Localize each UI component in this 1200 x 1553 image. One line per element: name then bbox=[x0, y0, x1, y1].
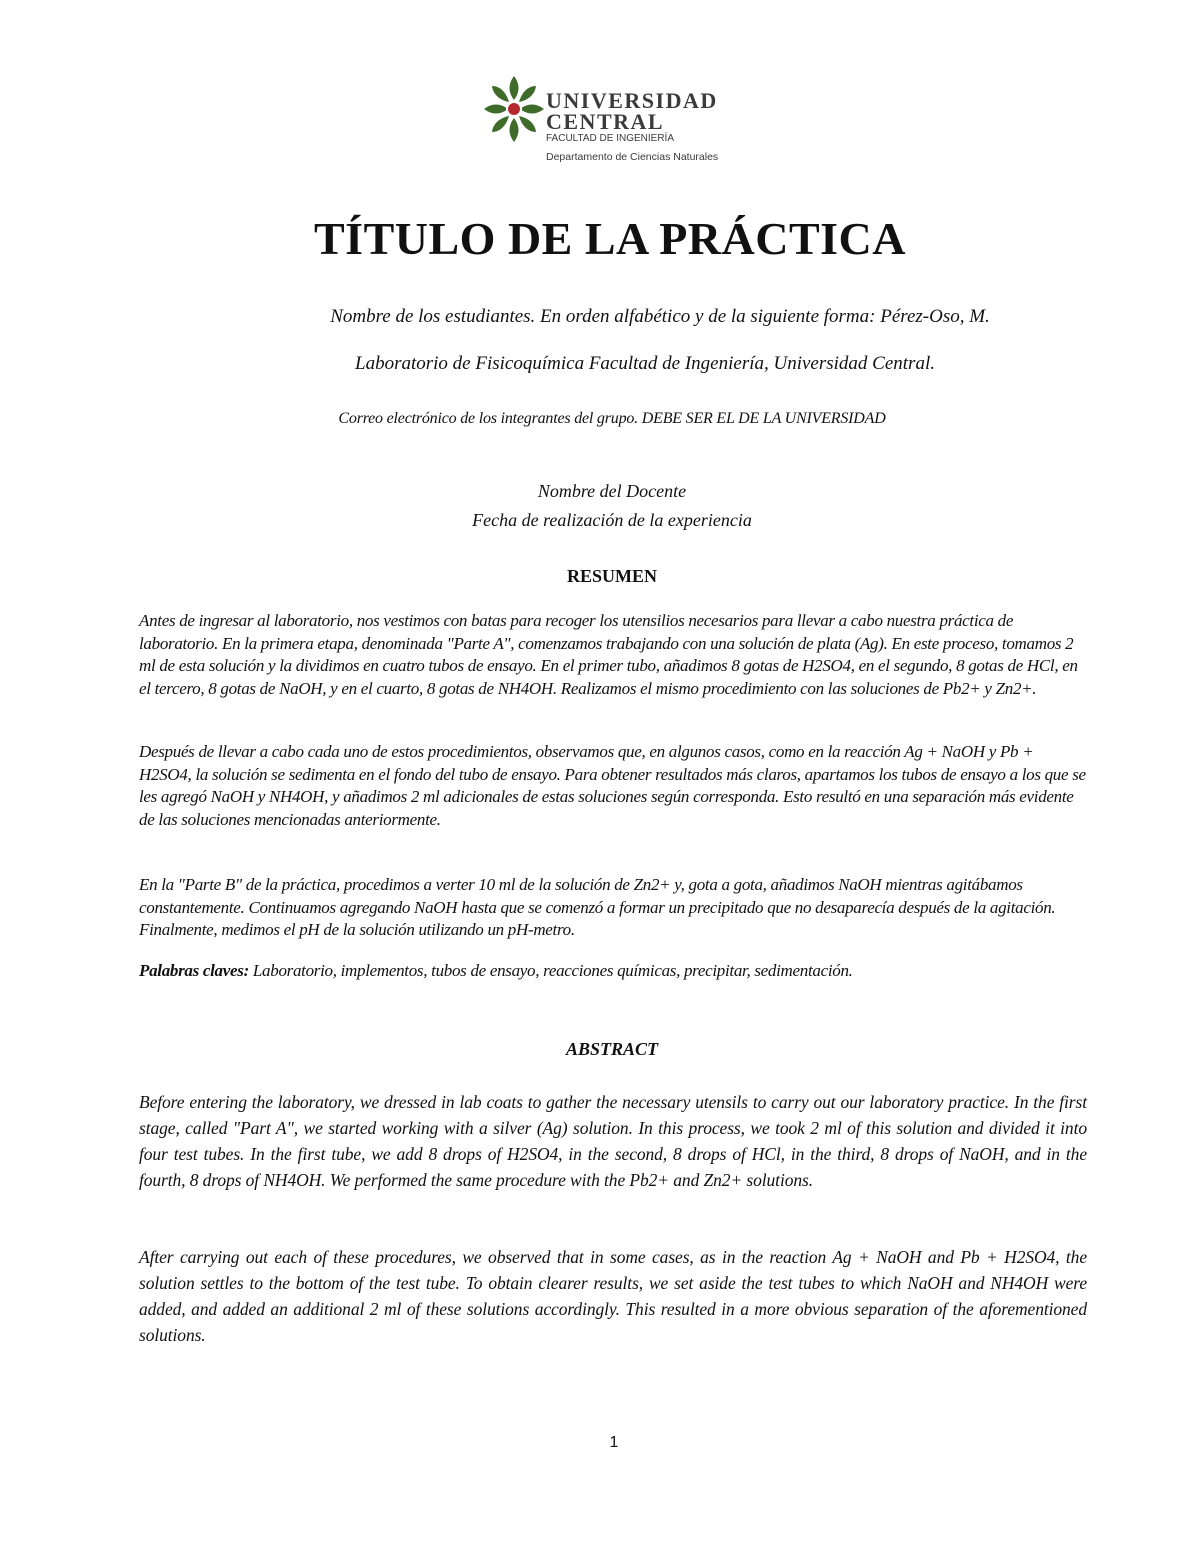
logo-faculty-text: FACULTAD DE INGENIERÍA bbox=[546, 133, 674, 144]
resumen-paragraph-2: Después de llevar a cabo cada uno de estos procedimientos, observamos que, en algunos casos, como en la reacción Ag + NaOH y Pb + H2SO4, la solución se sedimenta en el fondo del tubo de ensayo. Para obtener resultados más claros, apartamos los tubos de ensayo a los que se les agregó NaOH y NH4OH, y añadimos 2 ml adicionales de estas soluciones según corresponda. Esto resultó en una separación más evidente de las soluciones mencionadas anteriormente. bbox=[139, 742, 1086, 829]
flower-emblem-icon bbox=[482, 74, 546, 144]
abstract-paragraph-1: Before entering the laboratory, we dressed in lab coats to gather the necessary utensils to carry out our laboratory practice. In the first stage, called "Part A", we started working with a silver (Ag) solution. In this process, we took 2 ml of this solution and divided it into four test tubes. In the first tube, we add 8 drops of H2SO4, in the second, 8 drops of HCl, in the third, 8 drops of NaOH, and in the fourth, 8 drops of NH4OH. We performed the same procedure with the Pb2+ and Zn2+ solutions. bbox=[139, 1092, 1087, 1190]
logo-department-text: Departamento de Ciencias Naturales bbox=[546, 151, 719, 163]
abstract-heading: ABSTRACT bbox=[565, 1039, 659, 1059]
document-title: TÍTULO DE LA PRÁCTICA bbox=[314, 213, 906, 264]
abstract-paragraph-2: After carrying out each of these procedures, we observed that in some cases, as in the reaction Ag + NaOH and Pb + H2SO4, the solution settles to the bottom of the test tube. To obtain clearer results, we set aside the test tubes to which NaOH and NH4OH were added, and added an additional 2 ml of these solutions accordingly. This resulted in a more obvious separation of the aforementioned solutions. bbox=[139, 1247, 1087, 1345]
resumen-paragraph-1: Antes de ingresar al laboratorio, nos vestimos con batas para recoger los utensilios necesarios para llevar a cabo nuestra práctica de laboratorio. En la primera etapa, denominada "Parte A", comenzamos trabajando con una solución de plata (Ag). En este proceso, tomamos 2 ml de esta solución y la dividimos en cuatro tubos de ensayo. En el primer tubo, añadimos 8 gotas de H2SO4, en el segundo, 8 gotas de HCl, en el tercero, 8 gotas de NaOH, y en el cuarto, 8 gotas de NH4OH. Realizamos el mismo procedimiento con las soluciones de Pb2+ y Zn2+. bbox=[139, 611, 1078, 698]
logo-university-text: UNIVERSIDAD bbox=[546, 88, 718, 113]
date-line: Fecha de realización de la experiencia bbox=[472, 510, 752, 530]
keywords-line bbox=[139, 960, 1087, 983]
page-number: 1 bbox=[609, 1434, 619, 1451]
university-logo bbox=[482, 70, 742, 170]
email-line: Correo electrónico de los integrantes del grupo. DEBE SER EL DE LA UNIVERSIDAD bbox=[338, 410, 886, 427]
resumen-paragraph-3: En la "Parte B" de la práctica, procedimos a verter 10 ml de la solución de Zn2+ y, gota a gota, añadimos NaOH mientras agitábamos constantemente. Continuamos agregando NaOH hasta que se comenzó a formar un precipitado que no desaparecía después de la agitación. Finalmente, medimos el pH de la solución utilizando un pH-metro. bbox=[139, 875, 1056, 939]
logo-wordmark bbox=[546, 90, 718, 166]
keywords-label: Palabras claves: bbox=[139, 961, 249, 980]
keywords-text: Laboratorio, implementos, tubos de ensayo, reacciones químicas, precipitar, sedimentación. bbox=[248, 961, 853, 980]
teacher-line: Nombre del Docente bbox=[537, 481, 687, 501]
students-line: Nombre de los estudiantes. En orden alfabético y de la siguiente forma: Pérez-Oso, M. bbox=[330, 306, 990, 327]
logo-central-text: CENTRAL bbox=[546, 109, 665, 134]
laboratory-line: Laboratorio de Fisicoquímica Facultad de Ingeniería, Universidad Central. bbox=[355, 353, 935, 374]
resumen-heading: RESUMEN bbox=[566, 566, 657, 586]
